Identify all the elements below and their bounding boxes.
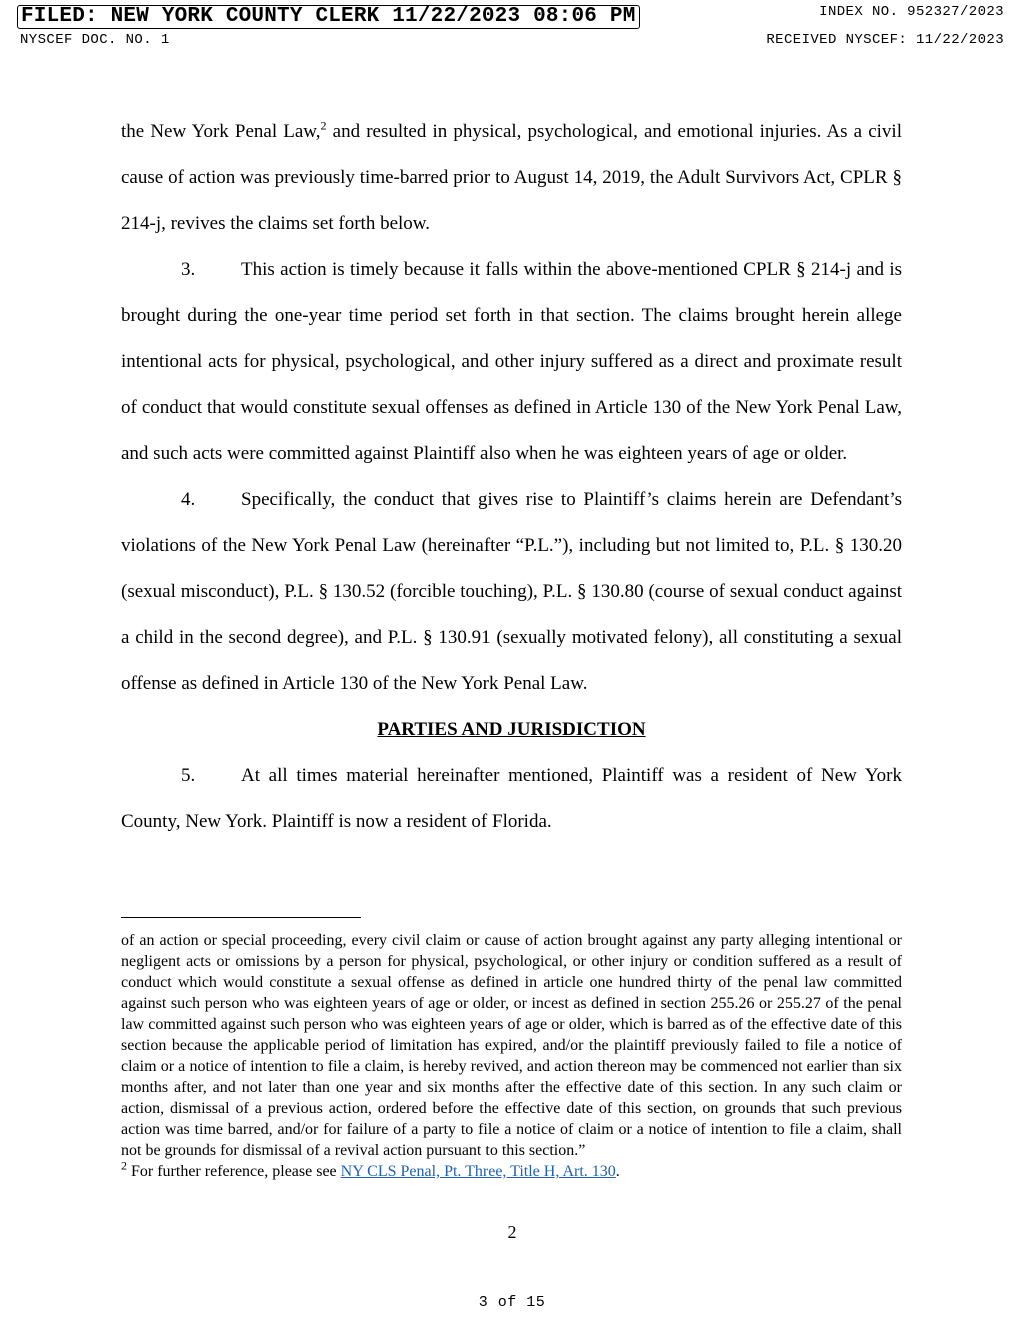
paragraph-5: 5. At all times material hereinafter mentioned, Plaintiff was a resident of New York County, New York. Plaintiff is now a resident of Florida. xyxy=(121,753,902,845)
nyscef-doc-number: NYSCEF DOC. NO. 1 xyxy=(20,32,170,48)
footnote-divider xyxy=(121,917,361,918)
footnote-2: $^2$ For further reference, please see NY CLS Penal, Pt. Three, Title H, Art. 130. xyxy=(121,1158,620,1180)
page-number: 2 xyxy=(507,1222,517,1242)
footnote-marker: 2 xyxy=(121,1158,127,1173)
document-body xyxy=(121,109,902,845)
footnotes xyxy=(121,930,902,1182)
paragraph-3: 3. This action is timely because it falls within the above-mentioned CPLR § 214-j and is brought during the one-year time period set forth in that section. The claims brought herein allege intentional acts for physical, psychological, and other injury suffered as a direct and proximate result of conduct that would constitute sexual offenses as defined in Article 130 of the New York Penal Law, and such acts were committed against Plaintiff also when he was eighteen years of age or older. xyxy=(121,247,902,477)
penal-law-link[interactable]: NY CLS Penal, Pt. Three, Title H, Art. 130 xyxy=(340,1163,616,1180)
paragraph-number: 5. xyxy=(181,765,196,786)
page-of-total: 3 of 15 xyxy=(478,1294,546,1311)
index-number: INDEX NO. 952327/2023 xyxy=(819,4,1004,20)
received-date: RECEIVED NYSCEF: 11/22/2023 xyxy=(766,32,1004,48)
footnote-1-continued: of an action or special proceeding, every civil claim or cause of action brought against any party alleging intentional or negligent acts or omissions by a person for physical, psychological, or other injury or condition suffered as a result of conduct which would constitute a sexual offense as defined in article one hundred thirty of the penal law committed against such person who was eighteen years of age or older, or incest as defined in section 255.26 or 255.27 of the penal law committed against such person who was eighteen years of age or older, which is barred as of the effective date of this section because the applicable period of limitation has expired, and/or the plaintiff previously failed to file a notice of claim or a notice of intention to file a claim, is hereby revived, and action thereon may be commenced not earlier than six months after, and not later than one year and six months after the effective date of this section. In any such claim or action, dismissal of a previous action, ordered before the effective date of this section, on grounds that such previous action was time barred, and/or for failure of a party to file a notice of claim or a notice of intention to file a claim, shall not be grounds for dismissal of a revival action pursuant to this section.” xyxy=(121,932,902,1159)
paragraph-number: 3. xyxy=(181,259,196,280)
continued-paragraph: the New York Penal Law,$^2$ and resulted in physical, psychological, and emotional injuries. As a civil cause of action was previously time-barred prior to August 14, 2019, the Adult Survivors Act, CPLR § 214-j, revives the claims set forth below. xyxy=(121,118,902,234)
footnote-ref-2: 2 xyxy=(320,118,327,133)
paragraph-4: 4. Specifically, the conduct that gives rise to Plaintiff’s claims herein are Defendant’s violations of the New York Penal Law (hereinafter “P.L.”), including but not limited to, P.L. § 130.20 (sexual misconduct), P.L. § 130.52 (forcible touching), P.L. § 130.80 (course of sexual conduct against a child in the second degree), and P.L. § 130.91 (sexually motivated felony), all constituting a sexual offense as defined in Article 130 of the New York Penal Law. xyxy=(121,477,902,707)
filed-stamp: FILED: NEW YORK COUNTY CLERK 11/22/2023 08:06 PM xyxy=(17,5,640,29)
paragraph-number: 4. xyxy=(181,489,196,510)
section-heading: PARTIES AND JURISDICTION xyxy=(377,719,646,740)
